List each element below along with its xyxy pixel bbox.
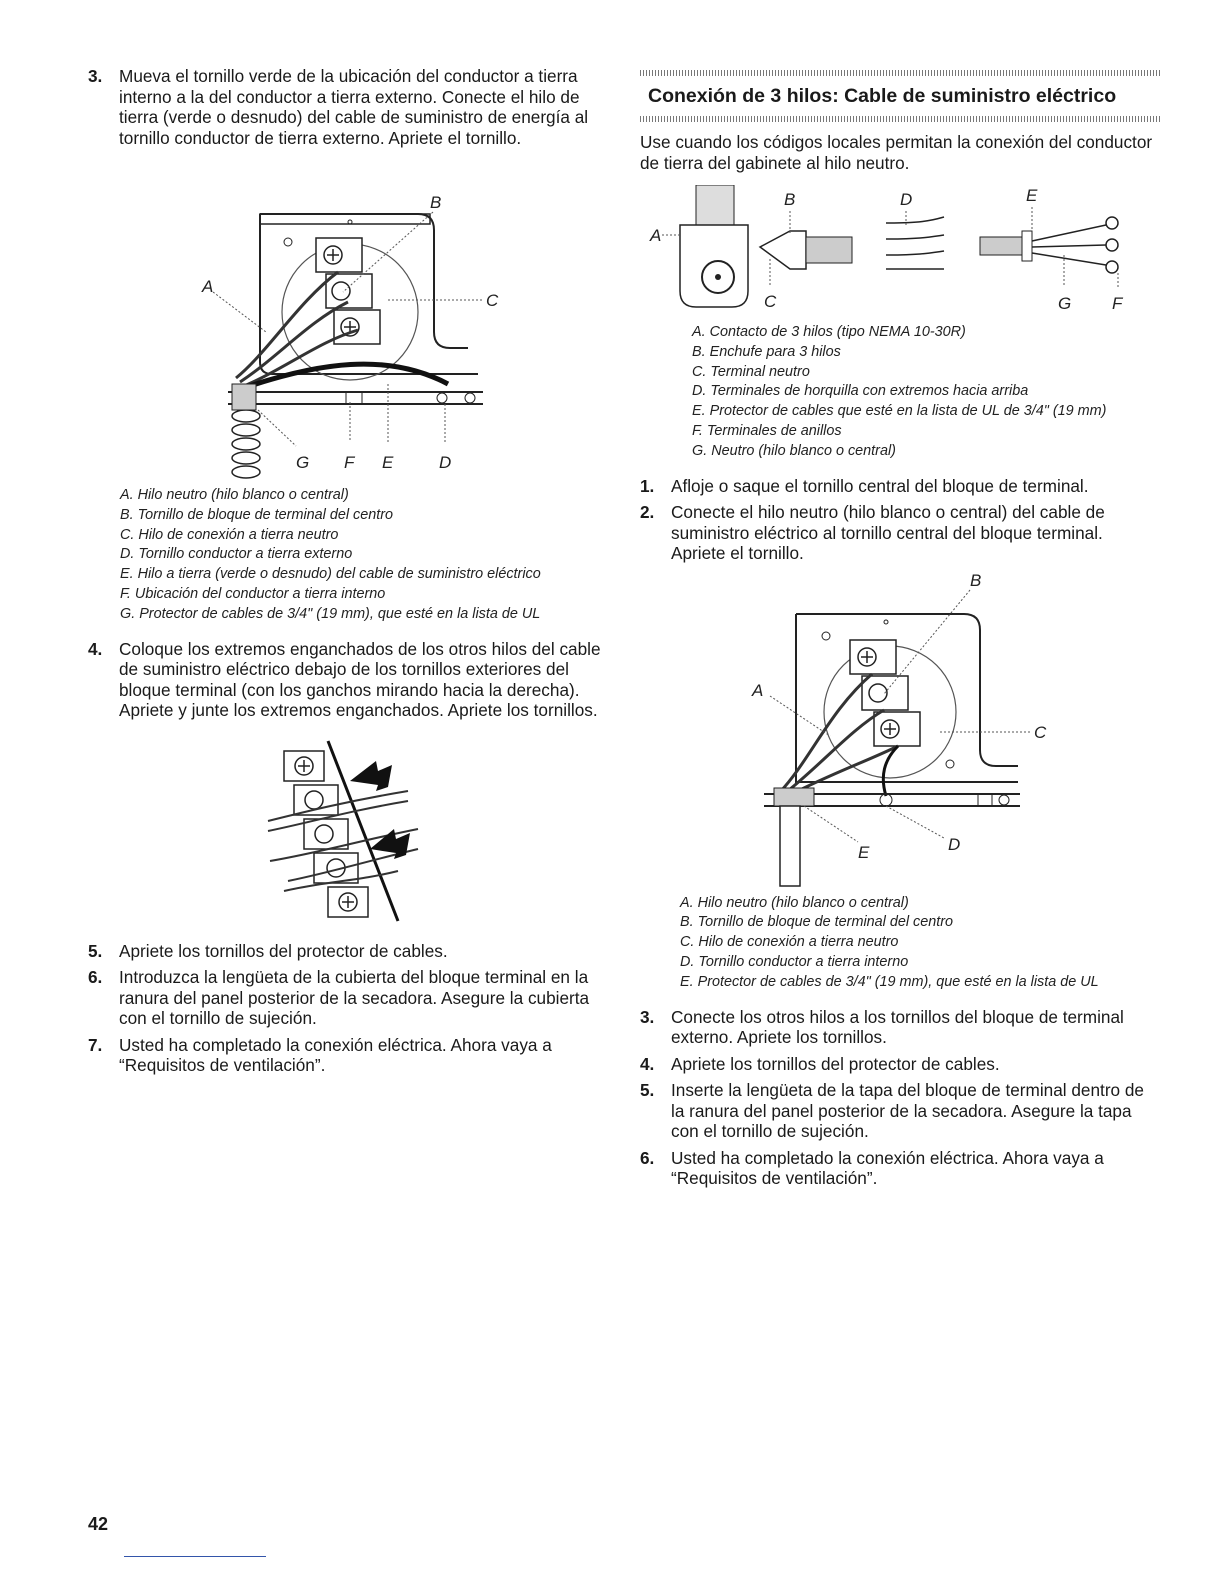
figure-legend-2	[692, 323, 1160, 462]
step-text: Apriete los tornillos del protector de cables.	[119, 940, 448, 961]
legend-item: E. Hilo a tierra (verde o desnudo) del cable de suministro eléctrico	[120, 566, 541, 583]
legend-item: C. Hilo de conexión a tierra neutro	[680, 934, 899, 951]
step-number: 4.	[640, 1053, 655, 1074]
label-g: G	[296, 453, 310, 472]
intro-text: Use cuando los códigos locales permitan la conexión del conductor de tierra del gabinete al hilo neutro.	[640, 132, 1153, 173]
step-text: Mueva el tornillo verde de la ubicación del conductor a tierra interno a la del conductor a tierra externo. Conecte el hilo de tierra (verde o desnudo) del cable de suministro de energía al tornillo conductor de tierra externo. Apriete el tornillo.	[119, 66, 589, 148]
legend-item: E. Protector de cables que esté en la lista de UL de 3/4" (19 mm)	[692, 403, 1107, 420]
legend-item: C. Terminal neutro	[692, 363, 810, 380]
label-c: C	[486, 291, 499, 310]
step-6	[640, 1148, 1160, 1189]
label-b: B	[430, 193, 442, 212]
legend-item: B. Enchufe para 3 hilos	[692, 343, 841, 360]
step-3	[88, 66, 608, 148]
step-6	[88, 967, 608, 1029]
step-text: Coloque los extremos enganchados de los otros hilos del cable de suministro eléctrico debajo de los tornillos exteriores del bloque terminal (con los ganchos mirando hacia la derecha). Apriete y junte los extremos enganchados. Apriete los tornillos.	[119, 638, 601, 721]
figure-legend-3	[680, 894, 1160, 993]
step-number: 7.	[88, 1034, 103, 1055]
step-text: Inserte la lengüeta de la tapa del bloque de terminal dentro de la ranura del panel posterior de la secadora. Asegure la tapa con el tornillo de sujeción.	[671, 1080, 1144, 1142]
section-header	[640, 70, 1160, 122]
label-a: A	[202, 277, 214, 296]
step-number: 5.	[88, 940, 103, 961]
step-5	[640, 1080, 1160, 1142]
figure-legend-1	[120, 486, 608, 625]
neutral-connection-illustration	[640, 570, 1160, 890]
legend-item: A. Contacto de 3 hilos (tipo NEMA 10-30R)	[692, 324, 966, 340]
step-7	[88, 1035, 608, 1076]
legend-item: B. Tornillo de bloque de terminal del centro	[120, 506, 394, 523]
step-1	[640, 476, 1160, 497]
step-4	[640, 1054, 1160, 1075]
label-d: D	[900, 190, 913, 209]
legend-item: D. Terminales de horquilla con extremos hacia arriba	[692, 383, 1029, 400]
step-text: Usted ha completado la conexión eléctrica. Ahora vaya a “Requisitos de ventilación”.	[671, 1147, 1104, 1189]
legend-item: C. Hilo de conexión a tierra neutro	[120, 526, 339, 543]
step-number: 1.	[640, 475, 655, 496]
step-text: Usted ha completado la conexión eléctrica. Ahora vaya a “Requisitos de ventilación”.	[119, 1034, 552, 1076]
legend-item: F. Terminales de anillos	[692, 422, 842, 439]
right-column	[640, 70, 1160, 1195]
label-d: D	[948, 834, 961, 854]
legend-item: D. Tornillo conductor a tierra externo	[120, 546, 353, 563]
hatch-rule-bottom	[640, 116, 1160, 122]
legend-item: F. Ubicación del conductor a tierra interno	[120, 585, 386, 602]
step-3	[640, 1007, 1160, 1048]
figure-3-wire-components	[640, 185, 1160, 315]
legend-item: D. Tornillo conductor a tierra interno	[680, 953, 909, 970]
step-text: Apriete los tornillos del protector de cables.	[671, 1053, 1000, 1074]
step-number: 6.	[640, 1147, 655, 1168]
label-f: F	[344, 453, 355, 472]
terminal-block-illustration	[88, 152, 608, 482]
step-number: 3.	[88, 66, 103, 86]
legend-item: G. Neutro (hilo blanco o central)	[692, 442, 896, 459]
legend-item: A. Hilo neutro (hilo blanco o central)	[120, 487, 349, 503]
step-text: Conecte los otros hilos a los tornillos del bloque de terminal externo. Apriete los tornillos.	[671, 1006, 1124, 1048]
label-a: A	[650, 226, 662, 245]
step-2	[640, 502, 1160, 564]
label-g: G	[1058, 294, 1072, 313]
left-column	[88, 66, 608, 1082]
label-b: B	[784, 190, 796, 209]
figure-neutral-connection	[640, 570, 1160, 890]
legend-item: G. Protector de cables de 3/4" (19 mm), que esté en la lista de UL	[120, 605, 541, 622]
step-number: 4.	[88, 638, 103, 659]
step-number: 2.	[640, 502, 655, 523]
footer-rule	[124, 1556, 266, 1557]
label-d: D	[439, 453, 452, 472]
label-c: C	[764, 292, 777, 311]
section-title: Conexión de 3 hilos: Cable de suministro eléctrico	[648, 85, 1117, 107]
label-b: B	[970, 570, 982, 590]
label-a: A	[752, 680, 764, 700]
legend-item: A. Hilo neutro (hilo blanco o central)	[680, 894, 909, 911]
label-e: E	[1026, 186, 1038, 205]
page-number: 42	[88, 1514, 109, 1534]
step-text: Introduzca la lengüeta de la cubierta del bloque terminal en la ranura del panel posterior de la secadora. Asegure la cubierta con el tornillo de sujeción.	[119, 967, 590, 1029]
label-f: F	[1112, 294, 1123, 313]
legend-item: B. Tornillo de bloque de terminal del centro	[680, 914, 954, 931]
label-c: C	[1034, 722, 1047, 742]
legend-item: E. Protector de cables de 3/4" (19 mm), que esté en la lista de UL	[680, 973, 1099, 990]
label-e: E	[858, 842, 870, 862]
hooked-wires-illustration	[88, 731, 608, 941]
step-5	[88, 941, 608, 962]
components-illustration	[640, 185, 1160, 315]
step-4	[88, 639, 608, 721]
figure-terminal-block-ground	[88, 152, 608, 482]
label-e: E	[382, 453, 394, 472]
step-number: 6.	[88, 967, 103, 988]
step-number: 3.	[640, 1006, 655, 1027]
step-text: Afloje o saque el tornillo central del bloque de terminal.	[671, 475, 1089, 496]
step-number: 5.	[640, 1080, 655, 1101]
figure-hooked-wires	[88, 731, 608, 941]
step-text: Conecte el hilo neutro (hilo blanco o central) del cable de suministro eléctrico al tornillo central del bloque terminal. Apriete el tornillo.	[671, 502, 1105, 564]
